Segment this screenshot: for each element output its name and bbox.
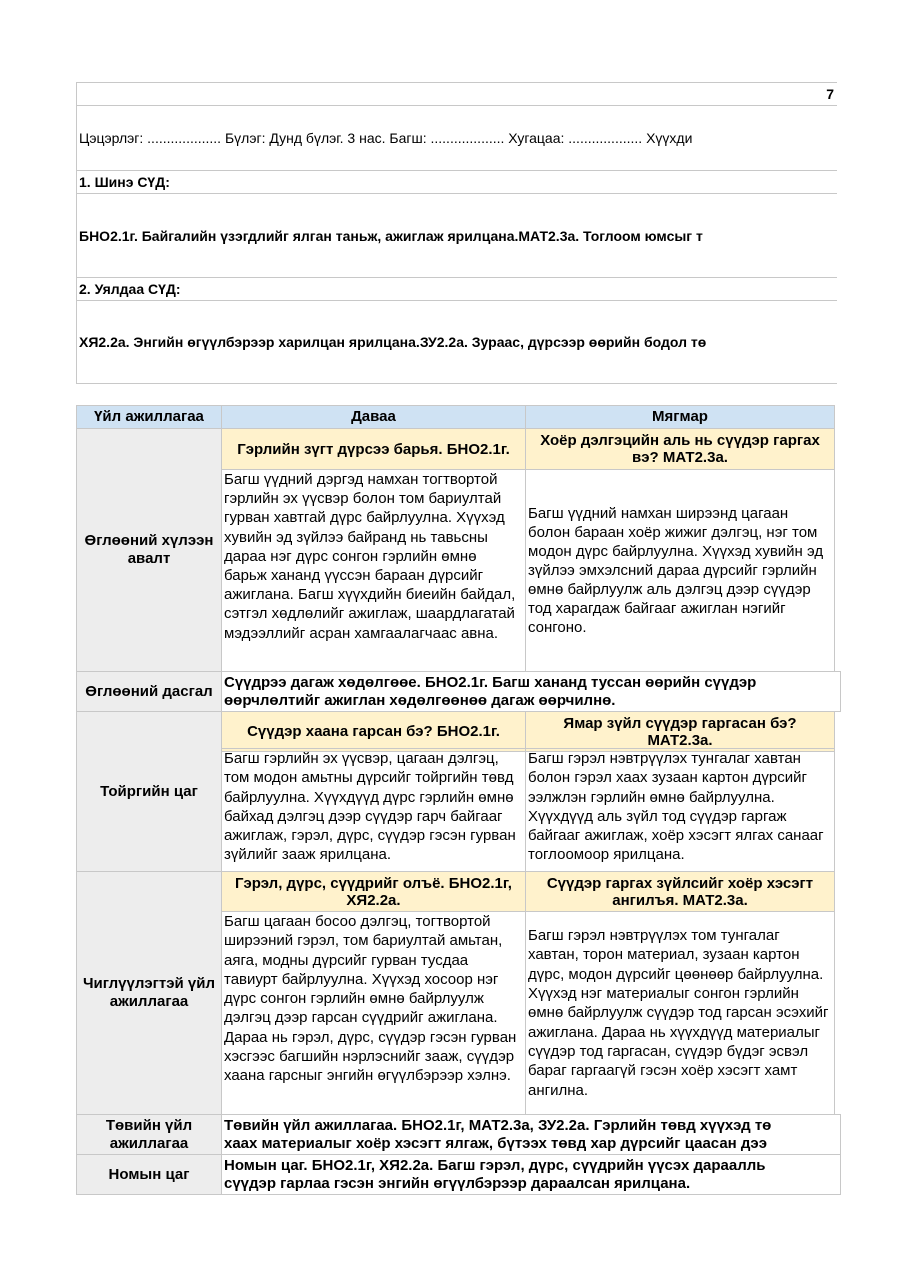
- focused-activity-tuesday-title: Сүүдэр гаргах зүйлсийг хоёр хэсэгт ангилъя. МАТ2.3а.: [525, 871, 835, 912]
- focused-activity-monday-text: Багш цагаан босоо дэлгэц, тогтвортой ширээний гэрэл, том бариултай амьтан, аяга, модны дүрсийг гурван тусдаа тавиурт байрлуулна. Хүүхэд хосоор нэг дүрс сонгон гэрлийн өмнө байрлуулж дэлгэц дээр гарсан сүүдрийг ажиглана. Дараа нь гэрэл, дүрс, сүүдэр гэсэн гурван хэсгээс багшийн нэрлэснийг зааж, сүүдэр хаана гарсныг энгийн өгүүлбэрээр хэлнэ.: [221, 911, 526, 1115]
- row-label-morning-reception: Өглөөний хүлээн авалт: [76, 428, 222, 672]
- col-header-monday: Даваа: [221, 405, 526, 429]
- row-label-round-time: Тойргийн цаг: [76, 711, 222, 872]
- row-label-focused-activity: Чиглүүлэгтэй үйл ажиллагаа: [76, 871, 222, 1115]
- section-new-text: БНО2.1г. Байгалийн үзэгдлийг ялган таньж, ажиглаж ярилцана.МАТ2.3а. Тоглоом юмсыг т: [77, 193, 837, 277]
- book-time-text: [221, 1154, 841, 1195]
- schedule-table: [76, 405, 830, 1196]
- center-activity-text: [221, 1114, 841, 1155]
- morning-reception-tuesday-text: [525, 469, 835, 672]
- plan-header: [76, 82, 834, 384]
- morning-exercise-line-1: Сүүдрээ дагаж хөдөлгөөе. БНО2.1г. Багш хананд туссан өөрийн сүүдэр: [224, 674, 757, 691]
- round-time-tuesday-text: Багш гэрэл нэвтрүүлэх тунгалаг хавтан болон гэрэл хаах зузаан картон дүрсийг ээлжлэн гэрлийн өмнө байрлуулна. Хүүхдүүд аль зүйл тод сүүдэр гаргаж байгааг ажиглаж, хоёр хэсэгт ялгах санааг тоглоомоор ярилцана.: [525, 748, 835, 872]
- col-header-activity: Үйл ажиллагаа: [76, 405, 222, 429]
- row-label-center-activity: Төвийн үйл ажиллагаа: [76, 1114, 222, 1155]
- round-time-tuesday-title: Ямар зүйл сүүдэр гаргасан бэ? МАТ2.3а.: [525, 711, 835, 752]
- morning-reception-tuesday-text-content: Багш үүдний намхан ширээнд цагаан болон бараан хоёр жижиг дэлгэц, нэг том модон дүрс байрлуулна. Хүүхэд хувийн эд зүйлээ эмхэлсний дараа дүрсийг гэрлийн өмнө байрлуулж аль дэлгэц дээр сүүдэр тод харагдаж байгааг ажиглан нэгийг сонгоно.: [528, 505, 824, 636]
- col-header-tuesday: Мягмар: [525, 405, 835, 429]
- section-link-text: ХЯ2.2а. Энгийн өгүүлбэрээр харилцан ярилцана.ЗУ2.2а. Зураас, дүрсээр өөрийн бодол тө: [77, 300, 837, 384]
- focused-activity-monday-title: Гэрэл, дүрс, сүүдрийг олъё. БНО2.1г, ХЯ2.2а.: [221, 871, 526, 912]
- book-time-line-1: Номын цаг. БНО2.1г, ХЯ2.2а. Багш гэрэл, дүрс, сүүдрийн үүсэх дараалль: [224, 1157, 766, 1174]
- book-time-line-2: сүүдэр гарлаа гэсэн энгийн өгүүлбэрээр дараалсан ярилцана.: [224, 1175, 691, 1192]
- page-number: 7: [826, 86, 834, 102]
- focused-activity-tuesday-text-content: Багш гэрэл нэвтрүүлэх том тунгалаг хавтан, торон материал, зузаан картон дүрс, модон дүрсийг цөөнөөр байрлуулна. Хүүхэд нэг материалыг сонгон гэрлийн өмнө байрлуулж сүүдэр тод гарсан эсэхийг ажиглана. Дараа нь хүүхдүүд материалыг сүүдэр тод гаргасан, сүүдэр бүдэг эсвэл бараг гаргаагүй гэсэн хоёр хэсэгт хамт ангилна.: [528, 927, 829, 1099]
- morning-reception-monday-text: Багш үүдний дэргэд намхан тогтвортой гэрлийн эх үүсвэр болон том бариултай гурван хавтгай дүрс байрлуулна. Хүүхэд хувийн эд зүйлээ байранд нь тавьсны дараа нэг дүрс сонгон гэрлийн өмнө барьж хананд үүссэн бараан дүрсийг ажиглана. Багш хүүхдийн биеийн байдал, сэтгэл хөдлөлийг ажиглаж, шаардлагатай мэдээллийг асран хамгаалагчаас авна.: [221, 469, 526, 672]
- morning-reception-tuesday-title: Хоёр дэлгэцийн аль нь сүүдэр гаргах вэ? МАТ2.3а.: [525, 428, 835, 470]
- page-number-row: [77, 82, 837, 105]
- center-activity-line-1: Төвийн үйл ажиллагаа. БНО2.1г, МАТ2.3а, ЗУ2.2а. Гэрлийн төвд хүүхэд тө: [224, 1117, 772, 1134]
- center-activity-line-2: хаах материалыг хоёр хэсэгт ялгаж, бүтээх төвд хар дүрсийг цаасан дээ: [224, 1135, 767, 1152]
- morning-exercise-line-2: өөрчлөлтийг ажиглан хөдөлгөөнөө дагаж өөрчилнө.: [224, 692, 616, 709]
- info-line: Цэцэрлэг: ................... Бүлэг: Дунд бүлэг. 3 нас. Багш: ................... Хугацаа: ................... Хүүхди: [77, 105, 837, 170]
- section-new-title: 1. Шинэ СҮД:: [77, 170, 837, 193]
- round-time-monday-text: Багш гэрлийн эх үүсвэр, цагаан дэлгэц, том модон амьтны дүрсийг тойргийн төвд байрлуулна. Хүүхдүүд дүрс гэрлийн өмнө байхад дэлгэц дээр сүүдэр гарч байгааг ажиглаж, гэрэл, дүрс, сүүдэр гэсэн гурван зүйлийг зааж ярилцана.: [221, 748, 526, 872]
- morning-reception-monday-title: Гэрлийн зүгт дүрсээ барья. БНО2.1г.: [221, 428, 526, 470]
- round-time-monday-title: Сүүдэр хаана гарсан бэ? БНО2.1г.: [221, 711, 526, 752]
- row-label-morning-exercise: Өглөөний дасгал: [76, 671, 222, 712]
- section-link-title: 2. Уялдаа СҮД:: [77, 277, 837, 300]
- morning-exercise-text: [221, 671, 841, 712]
- row-label-book-time: Номын цаг: [76, 1154, 222, 1195]
- focused-activity-tuesday-text: [525, 911, 835, 1115]
